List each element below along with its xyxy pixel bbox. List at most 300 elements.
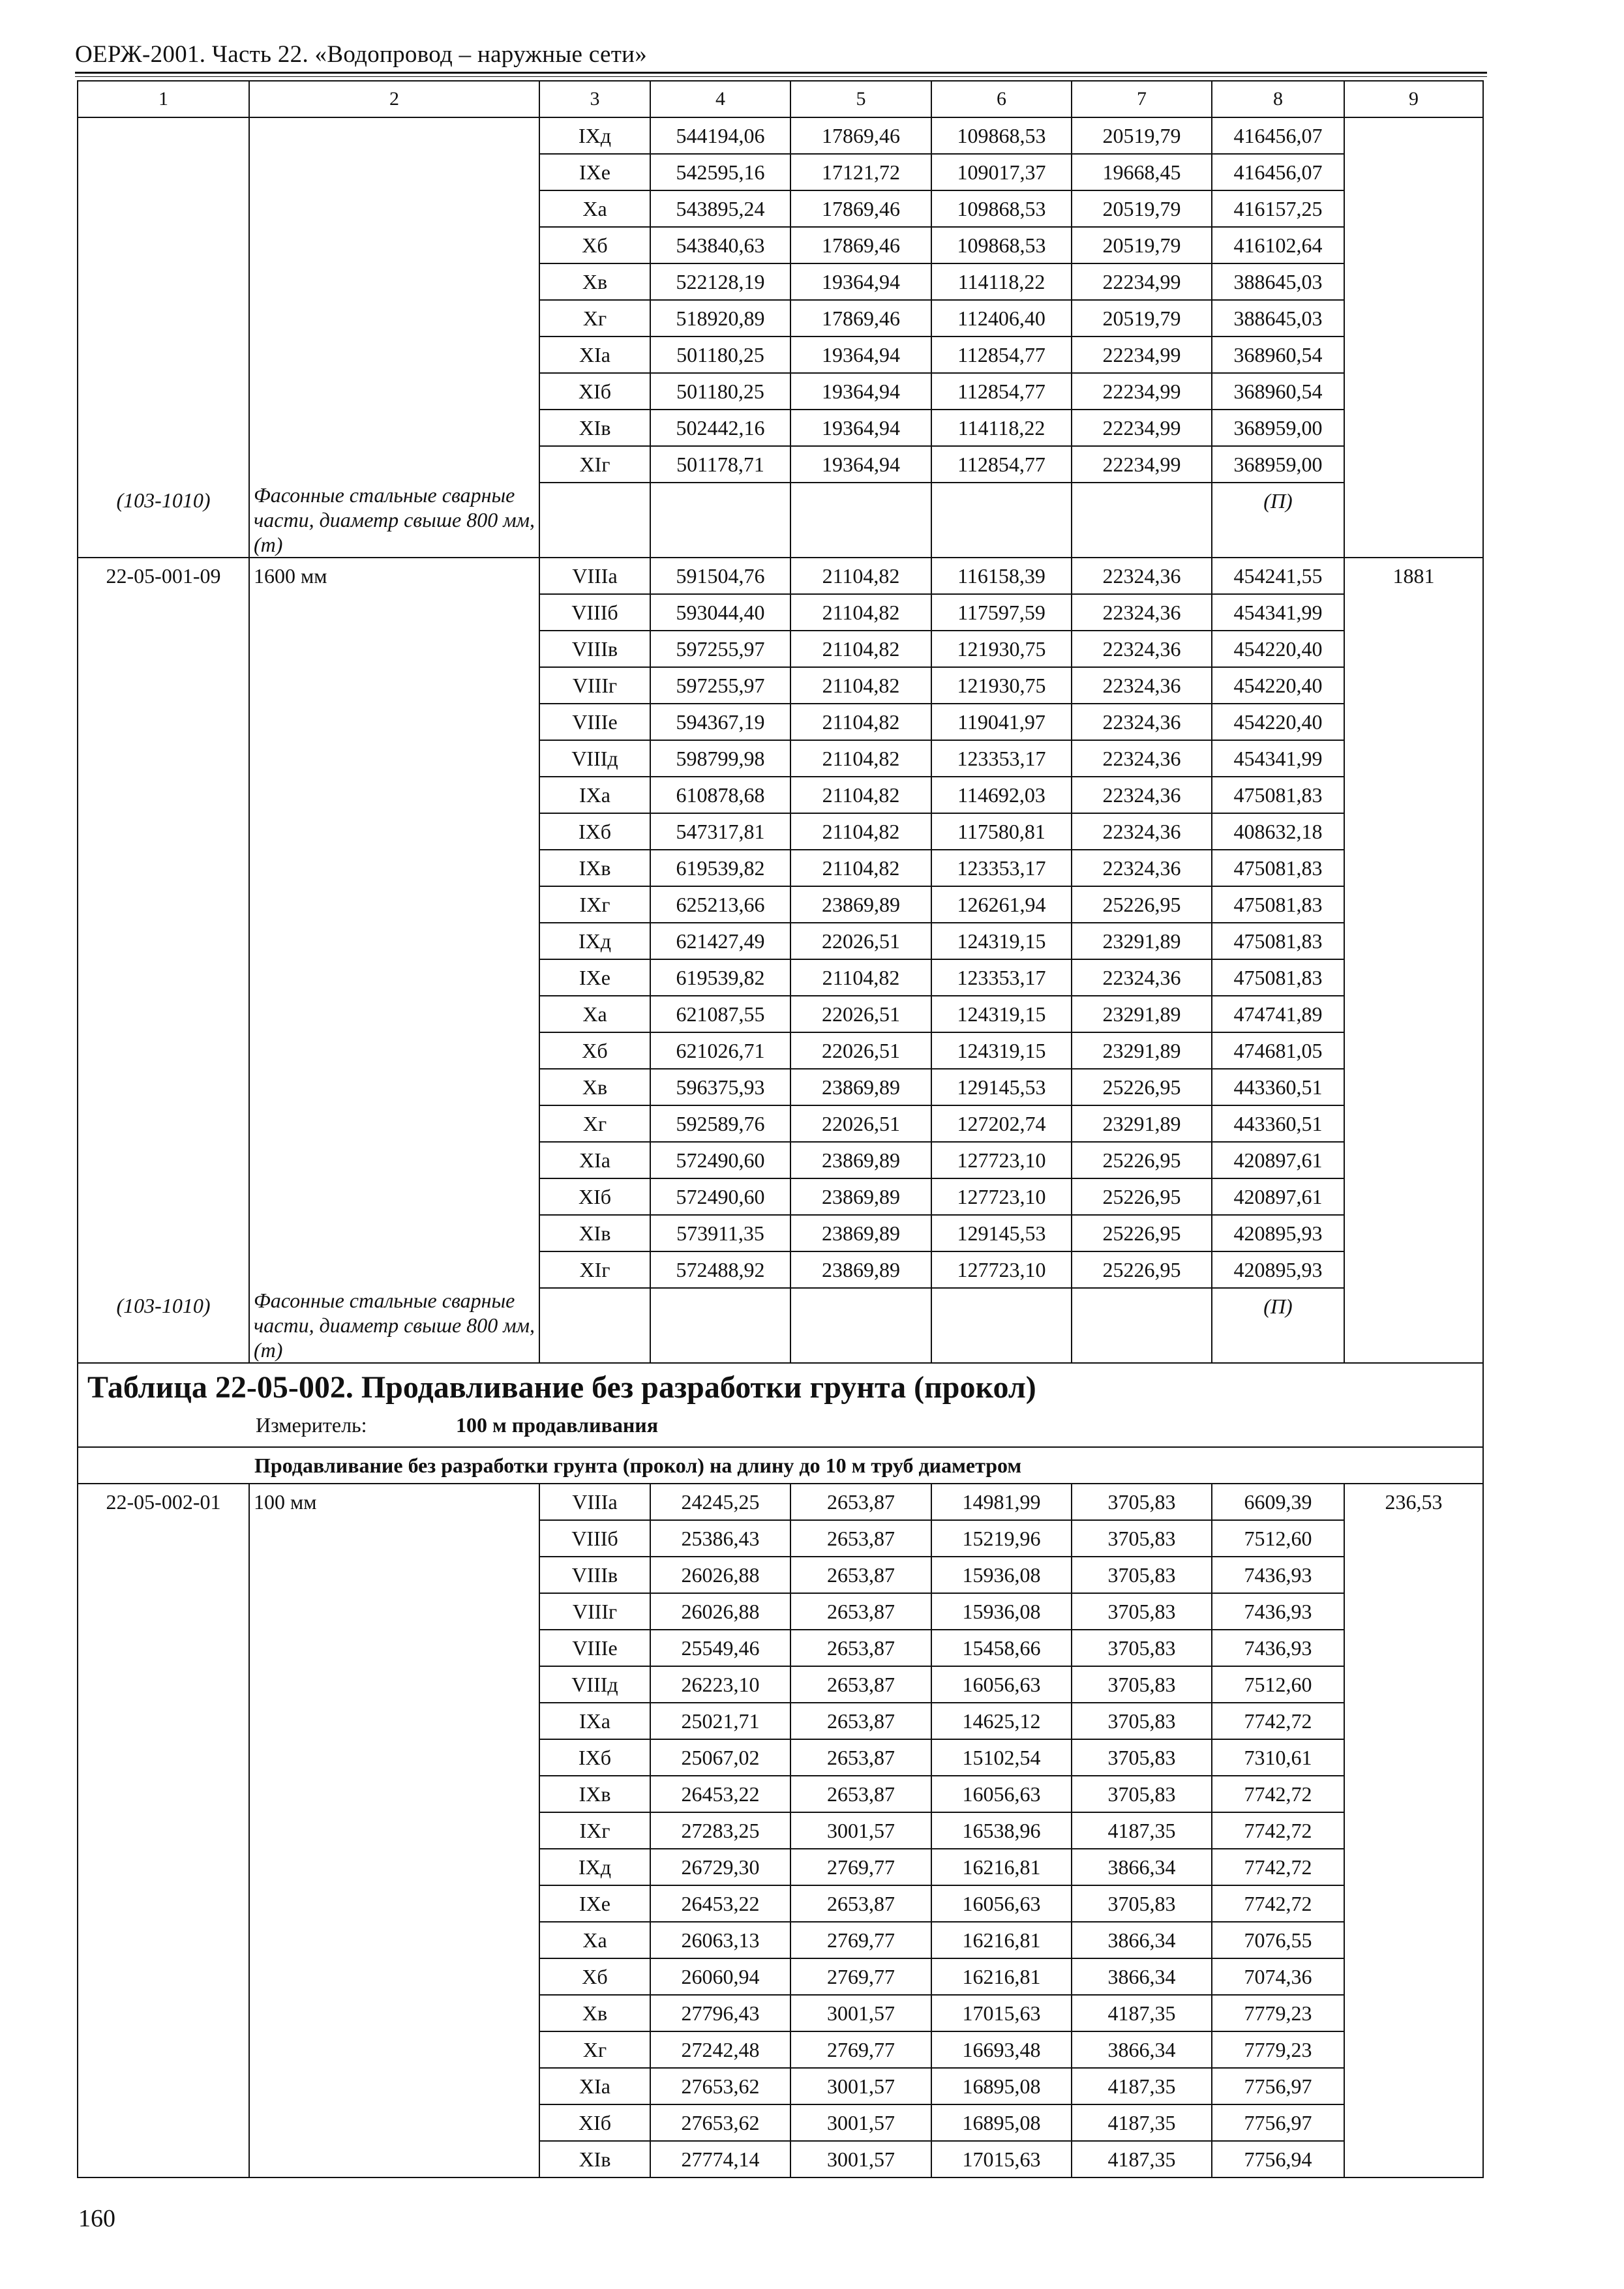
price-cell: 112854,77: [931, 337, 1072, 373]
price-cell: 124319,15: [931, 1032, 1072, 1069]
price-cell: 20519,79: [1072, 227, 1212, 263]
price-cell: 17869,46: [790, 190, 931, 227]
empty-cell: [249, 777, 539, 813]
zone-code: VIIIе: [539, 704, 650, 740]
zone-code: XIб: [539, 373, 650, 410]
price-cell: 26453,22: [650, 1885, 790, 1922]
price-cell: 592589,76: [650, 1105, 790, 1142]
header-rule-thin: [75, 76, 1487, 77]
empty-cell: [1344, 1812, 1483, 1849]
price-cell: 27242,48: [650, 2031, 790, 2068]
price-cell: 597255,97: [650, 667, 790, 704]
price-cell: 621087,55: [650, 996, 790, 1032]
price-cell: 7756,94: [1212, 2141, 1344, 2177]
empty-cell: [78, 667, 249, 704]
table-row: [78, 850, 1483, 886]
column-number: 8: [1212, 81, 1344, 117]
price-cell: 16056,63: [931, 1666, 1072, 1703]
empty-cell: [249, 2141, 539, 2177]
price-cell: 22324,36: [1072, 704, 1212, 740]
price-cell: 22324,36: [1072, 631, 1212, 667]
price-cell: 7779,23: [1212, 1995, 1344, 2031]
table-body: [78, 81, 1483, 2177]
empty-cell: [78, 1593, 249, 1630]
price-cell: 572490,60: [650, 1142, 790, 1178]
zone-code: Xа: [539, 996, 650, 1032]
empty-cell: [78, 2068, 249, 2104]
price-cell: 7742,72: [1212, 1703, 1344, 1739]
empty-cell: [78, 704, 249, 740]
empty-cell: [78, 1885, 249, 1922]
price-cell: 117597,59: [931, 594, 1072, 631]
price-cell: 21104,82: [790, 631, 931, 667]
empty-cell: [249, 373, 539, 410]
table-row: [78, 1995, 1483, 2031]
table-row: [78, 446, 1483, 483]
price-cell: 501180,25: [650, 337, 790, 373]
empty-cell: [249, 117, 539, 154]
price-cell: 2769,77: [790, 1922, 931, 1958]
zone-code: IXг: [539, 886, 650, 923]
column-number: 6: [931, 81, 1072, 117]
empty-cell: [249, 850, 539, 886]
empty-cell: [78, 227, 249, 263]
price-cell: 501178,71: [650, 446, 790, 483]
price-cell: 2653,87: [790, 1520, 931, 1557]
empty-cell: [249, 337, 539, 373]
empty-cell: [1344, 777, 1483, 813]
price-cell: 4187,35: [1072, 2068, 1212, 2104]
empty-cell: [78, 1922, 249, 1958]
table-row: [78, 1142, 1483, 1178]
price-cell: 21104,82: [790, 667, 931, 704]
price-cell: 17869,46: [790, 227, 931, 263]
empty-cell: [78, 1557, 249, 1593]
price-cell: 416456,07: [1212, 117, 1344, 154]
price-cell: 109017,37: [931, 154, 1072, 190]
empty-cell: [1344, 483, 1483, 558]
price-cell: 522128,19: [650, 263, 790, 300]
empty-cell: [1344, 373, 1483, 410]
empty-cell: [78, 373, 249, 410]
price-cell: 117580,81: [931, 813, 1072, 850]
empty-cell: [249, 594, 539, 631]
empty-cell: [1344, 2068, 1483, 2104]
zone-code: XIв: [539, 410, 650, 446]
zone-code: XIб: [539, 1178, 650, 1215]
price-cell: 543895,24: [650, 190, 790, 227]
price-cell: 3866,34: [1072, 2031, 1212, 2068]
price-cell: 23291,89: [1072, 923, 1212, 959]
empty-cell: [1344, 2031, 1483, 2068]
price-cell: 2653,87: [790, 1885, 931, 1922]
price-cell: 2653,87: [790, 1666, 931, 1703]
empty-cell: [78, 1812, 249, 1849]
price-cell: 22026,51: [790, 1032, 931, 1069]
material-ref-desc: Фасонные стальные сварные части, диаметр свыше 800 мм, (т): [249, 483, 539, 558]
price-cell: 547317,81: [650, 813, 790, 850]
table-row: [78, 1105, 1483, 1142]
price-cell: 416102,64: [1212, 227, 1344, 263]
zone-code: IXд: [539, 923, 650, 959]
zone-code: VIIIд: [539, 740, 650, 777]
price-cell: 572488,92: [650, 1251, 790, 1288]
column-number: 5: [790, 81, 931, 117]
price-cell: 23869,89: [790, 1178, 931, 1215]
price-cell: 16216,81: [931, 1849, 1072, 1885]
table-row: [78, 1215, 1483, 1251]
price-cell: 26223,10: [650, 1666, 790, 1703]
price-cell: 22324,36: [1072, 850, 1212, 886]
table-row: [78, 1703, 1483, 1739]
empty-cell: [249, 813, 539, 850]
price-cell: 27796,43: [650, 1995, 790, 2031]
price-cell: 3001,57: [790, 1995, 931, 2031]
price-cell: 2653,87: [790, 1703, 931, 1739]
zone-code: IXб: [539, 813, 650, 850]
price-cell: 17015,63: [931, 2141, 1072, 2177]
price-cell: 119041,97: [931, 704, 1072, 740]
rate-code: 22-05-001-09: [78, 558, 249, 594]
empty-cell: [249, 631, 539, 667]
empty-cell: [249, 1557, 539, 1593]
price-cell: 19364,94: [790, 446, 931, 483]
empty-cell: [78, 996, 249, 1032]
empty-cell: [78, 1630, 249, 1666]
rate-name: 1600 мм: [249, 558, 539, 594]
price-cell: 17869,46: [790, 300, 931, 337]
material-ref-mark: (П): [1212, 1288, 1344, 1363]
table-row: [78, 1032, 1483, 1069]
empty-cell: [78, 1251, 249, 1288]
empty-cell: [78, 1958, 249, 1995]
zone-code: XIг: [539, 446, 650, 483]
empty-cell: [78, 1032, 249, 1069]
price-cell: 16056,63: [931, 1885, 1072, 1922]
empty-cell: [249, 263, 539, 300]
price-cell: 129145,53: [931, 1069, 1072, 1105]
price-cell: 126261,94: [931, 886, 1072, 923]
empty-cell: [1344, 740, 1483, 777]
price-cell: 475081,83: [1212, 850, 1344, 886]
price-cell: 16056,63: [931, 1776, 1072, 1812]
table-row: [78, 1630, 1483, 1666]
price-cell: 25226,95: [1072, 1215, 1212, 1251]
empty-cell: [249, 886, 539, 923]
price-cell: 16895,08: [931, 2104, 1072, 2141]
price-cell: 22234,99: [1072, 373, 1212, 410]
table-row: [78, 594, 1483, 631]
price-cell: 420895,93: [1212, 1251, 1344, 1288]
zone-code: Xг: [539, 300, 650, 337]
table-row: [78, 1069, 1483, 1105]
empty-cell: [78, 263, 249, 300]
price-cell: 502442,16: [650, 410, 790, 446]
empty-cell: [78, 190, 249, 227]
price-cell: 7742,72: [1212, 1849, 1344, 1885]
price-cell: 114118,22: [931, 410, 1072, 446]
price-cell: 14981,99: [931, 1484, 1072, 1520]
empty-cell: [78, 813, 249, 850]
price-cell: 114692,03: [931, 777, 1072, 813]
empty-cell: [790, 1288, 931, 1363]
empty-cell: [78, 923, 249, 959]
empty-cell: [249, 1032, 539, 1069]
zone-code: IXв: [539, 850, 650, 886]
price-cell: 2653,87: [790, 1776, 931, 1812]
price-cell: 22234,99: [1072, 263, 1212, 300]
empty-cell: [249, 1630, 539, 1666]
price-cell: 2769,77: [790, 1849, 931, 1885]
empty-cell: [1344, 1069, 1483, 1105]
zone-code: IXе: [539, 154, 650, 190]
price-cell: 3001,57: [790, 2104, 931, 2141]
empty-cell: [249, 2104, 539, 2141]
empty-cell: [1344, 886, 1483, 923]
zone-code: IXе: [539, 1885, 650, 1922]
empty-cell: [1344, 667, 1483, 704]
empty-cell: [931, 483, 1072, 558]
price-cell: 443360,51: [1212, 1105, 1344, 1142]
empty-cell: [249, 1849, 539, 1885]
zone-code: VIIIв: [539, 631, 650, 667]
price-cell: 501180,25: [650, 373, 790, 410]
column-number: 3: [539, 81, 650, 117]
price-cell: 572490,60: [650, 1178, 790, 1215]
price-cell: 17015,63: [931, 1995, 1072, 2031]
price-cell: 3705,83: [1072, 1776, 1212, 1812]
price-cell: 19364,94: [790, 263, 931, 300]
empty-cell: [249, 227, 539, 263]
price-cell: 27653,62: [650, 2104, 790, 2141]
price-cell: 127723,10: [931, 1251, 1072, 1288]
price-cell: 454341,99: [1212, 594, 1344, 631]
empty-cell: [1344, 996, 1483, 1032]
empty-cell: [1344, 1178, 1483, 1215]
empty-cell: [1344, 1593, 1483, 1630]
price-cell: 368959,00: [1212, 410, 1344, 446]
price-cell: 22324,36: [1072, 777, 1212, 813]
zone-code: IXа: [539, 777, 650, 813]
material-ref-row: [78, 1288, 1483, 1363]
price-cell: 7436,93: [1212, 1630, 1344, 1666]
zone-code: IXд: [539, 117, 650, 154]
column-number: 4: [650, 81, 790, 117]
column-number: 7: [1072, 81, 1212, 117]
empty-cell: [78, 886, 249, 923]
price-cell: 3001,57: [790, 2141, 931, 2177]
price-cell: 596375,93: [650, 1069, 790, 1105]
empty-cell: [931, 1288, 1072, 1363]
empty-cell: [78, 337, 249, 373]
price-cell: 22026,51: [790, 996, 931, 1032]
price-cell: 2653,87: [790, 1557, 931, 1593]
material-ref-mark: (П): [1212, 483, 1344, 558]
price-cell: 123353,17: [931, 959, 1072, 996]
table-title: Таблица 22-05-002. Продавливание без разработки грунта (прокол): [78, 1363, 1483, 1412]
empty-cell: [1344, 2141, 1483, 2177]
empty-cell: [249, 1593, 539, 1630]
empty-cell: [1072, 483, 1212, 558]
empty-cell: [249, 300, 539, 337]
price-cell: 124319,15: [931, 923, 1072, 959]
price-cell: 25226,95: [1072, 1142, 1212, 1178]
empty-cell: [78, 446, 249, 483]
table-row: [78, 777, 1483, 813]
price-cell: 388645,03: [1212, 263, 1344, 300]
price-cell: 25021,71: [650, 1703, 790, 1739]
empty-cell: [1344, 631, 1483, 667]
empty-cell: [78, 2141, 249, 2177]
empty-cell: [249, 1069, 539, 1105]
table-row: [78, 1520, 1483, 1557]
table-row: [78, 154, 1483, 190]
price-cell: 621026,71: [650, 1032, 790, 1069]
price-cell: 7756,97: [1212, 2104, 1344, 2141]
zone-code: XIв: [539, 1215, 650, 1251]
price-cell: 416157,25: [1212, 190, 1344, 227]
price-cell: 23869,89: [790, 1142, 931, 1178]
empty-cell: [1072, 1288, 1212, 1363]
price-cell: 3001,57: [790, 2068, 931, 2104]
price-cell: 19364,94: [790, 373, 931, 410]
price-cell: 7742,72: [1212, 1812, 1344, 1849]
price-cell: 112854,77: [931, 373, 1072, 410]
price-cell: 2769,77: [790, 1958, 931, 1995]
empty-cell: [249, 410, 539, 446]
zone-code: IXд: [539, 1849, 650, 1885]
empty-cell: [1344, 1776, 1483, 1812]
header-rule: [75, 72, 1487, 74]
price-cell: 25226,95: [1072, 1178, 1212, 1215]
empty-cell: [249, 740, 539, 777]
price-cell: 109868,53: [931, 190, 1072, 227]
price-cell: 3866,34: [1072, 1849, 1212, 1885]
zone-code: VIIIб: [539, 1520, 650, 1557]
price-cell: 416456,07: [1212, 154, 1344, 190]
empty-cell: [78, 1995, 249, 2031]
price-cell: 124319,15: [931, 996, 1072, 1032]
price-cell: 7076,55: [1212, 1922, 1344, 1958]
price-cell: 25226,95: [1072, 1251, 1212, 1288]
price-cell: 127723,10: [931, 1142, 1072, 1178]
zone-code: Xв: [539, 1995, 650, 2031]
price-cell: 597255,97: [650, 631, 790, 667]
zone-code: XIб: [539, 2104, 650, 2141]
price-cell: 26063,13: [650, 1922, 790, 1958]
price-cell: 19364,94: [790, 337, 931, 373]
empty-cell: [78, 2031, 249, 2068]
price-cell: 7742,72: [1212, 1885, 1344, 1922]
price-cell: 21104,82: [790, 594, 931, 631]
zone-code: Xб: [539, 1958, 650, 1995]
price-cell: 591504,76: [650, 558, 790, 594]
empty-cell: [650, 483, 790, 558]
table-row: [78, 631, 1483, 667]
empty-cell: [78, 1215, 249, 1251]
empty-cell: [1344, 446, 1483, 483]
price-cell: 7074,36: [1212, 1958, 1344, 1995]
empty-cell: [1344, 923, 1483, 959]
price-cell: 420897,61: [1212, 1142, 1344, 1178]
empty-cell: [78, 740, 249, 777]
material-ref-code: (103-1010): [78, 483, 249, 558]
empty-cell: [249, 1215, 539, 1251]
price-cell: 7310,61: [1212, 1739, 1344, 1776]
column-number: 9: [1344, 81, 1483, 117]
empty-cell: [249, 446, 539, 483]
zone-code: VIIIа: [539, 558, 650, 594]
empty-cell: [249, 1995, 539, 2031]
empty-cell: [78, 1666, 249, 1703]
column-number: 1: [78, 81, 249, 117]
column-numbers-row: [78, 81, 1483, 117]
empty-cell: [249, 154, 539, 190]
table-row: [78, 227, 1483, 263]
price-cell: 594367,19: [650, 704, 790, 740]
empty-cell: [1344, 1849, 1483, 1885]
price-cell: 368960,54: [1212, 373, 1344, 410]
zone-code: Xа: [539, 190, 650, 227]
price-cell: 2653,87: [790, 1484, 931, 1520]
price-cell: 23291,89: [1072, 1105, 1212, 1142]
empty-cell: [78, 1069, 249, 1105]
empty-cell: [249, 996, 539, 1032]
zone-code: XIа: [539, 2068, 650, 2104]
empty-cell: [1344, 1105, 1483, 1142]
price-cell: 420895,93: [1212, 1215, 1344, 1251]
empty-cell: [1344, 1215, 1483, 1251]
table-row: [78, 558, 1483, 594]
zone-code: VIIIб: [539, 594, 650, 631]
table-row: [78, 1849, 1483, 1885]
price-cell: 121930,75: [931, 631, 1072, 667]
zone-code: Xа: [539, 1922, 650, 1958]
price-cell: 7436,93: [1212, 1593, 1344, 1630]
empty-cell: [1344, 1520, 1483, 1557]
price-cell: 6609,39: [1212, 1484, 1344, 1520]
price-cell: 25386,43: [650, 1520, 790, 1557]
price-cell: 22324,36: [1072, 959, 1212, 996]
price-cell: 109868,53: [931, 117, 1072, 154]
empty-cell: [539, 1288, 650, 1363]
price-cell: 3001,57: [790, 1812, 931, 1849]
zone-code: XIв: [539, 2141, 650, 2177]
price-cell: 23291,89: [1072, 1032, 1212, 1069]
price-cell: 544194,06: [650, 117, 790, 154]
running-header: ОЕРЖ-2001. Часть 22. «Водопровод – наружные сети»: [75, 41, 648, 68]
empty-cell: [78, 300, 249, 337]
empty-cell: [249, 1703, 539, 1739]
rate-name: 100 мм: [249, 1484, 539, 1520]
price-cell: 3705,83: [1072, 1703, 1212, 1739]
table-row: [78, 1776, 1483, 1812]
empty-cell: [249, 923, 539, 959]
price-cell: 15936,08: [931, 1593, 1072, 1630]
empty-cell: [249, 1739, 539, 1776]
price-cell: 21104,82: [790, 558, 931, 594]
price-cell: 123353,17: [931, 850, 1072, 886]
price-cell: 3705,83: [1072, 1885, 1212, 1922]
price-cell: 4187,35: [1072, 2141, 1212, 2177]
empty-cell: [1344, 1288, 1483, 1363]
empty-cell: [249, 1105, 539, 1142]
price-cell: 15219,96: [931, 1520, 1072, 1557]
price-cell: 21104,82: [790, 740, 931, 777]
price-cell: 26026,88: [650, 1557, 790, 1593]
zone-code: VIIIг: [539, 1593, 650, 1630]
price-cell: 121930,75: [931, 667, 1072, 704]
